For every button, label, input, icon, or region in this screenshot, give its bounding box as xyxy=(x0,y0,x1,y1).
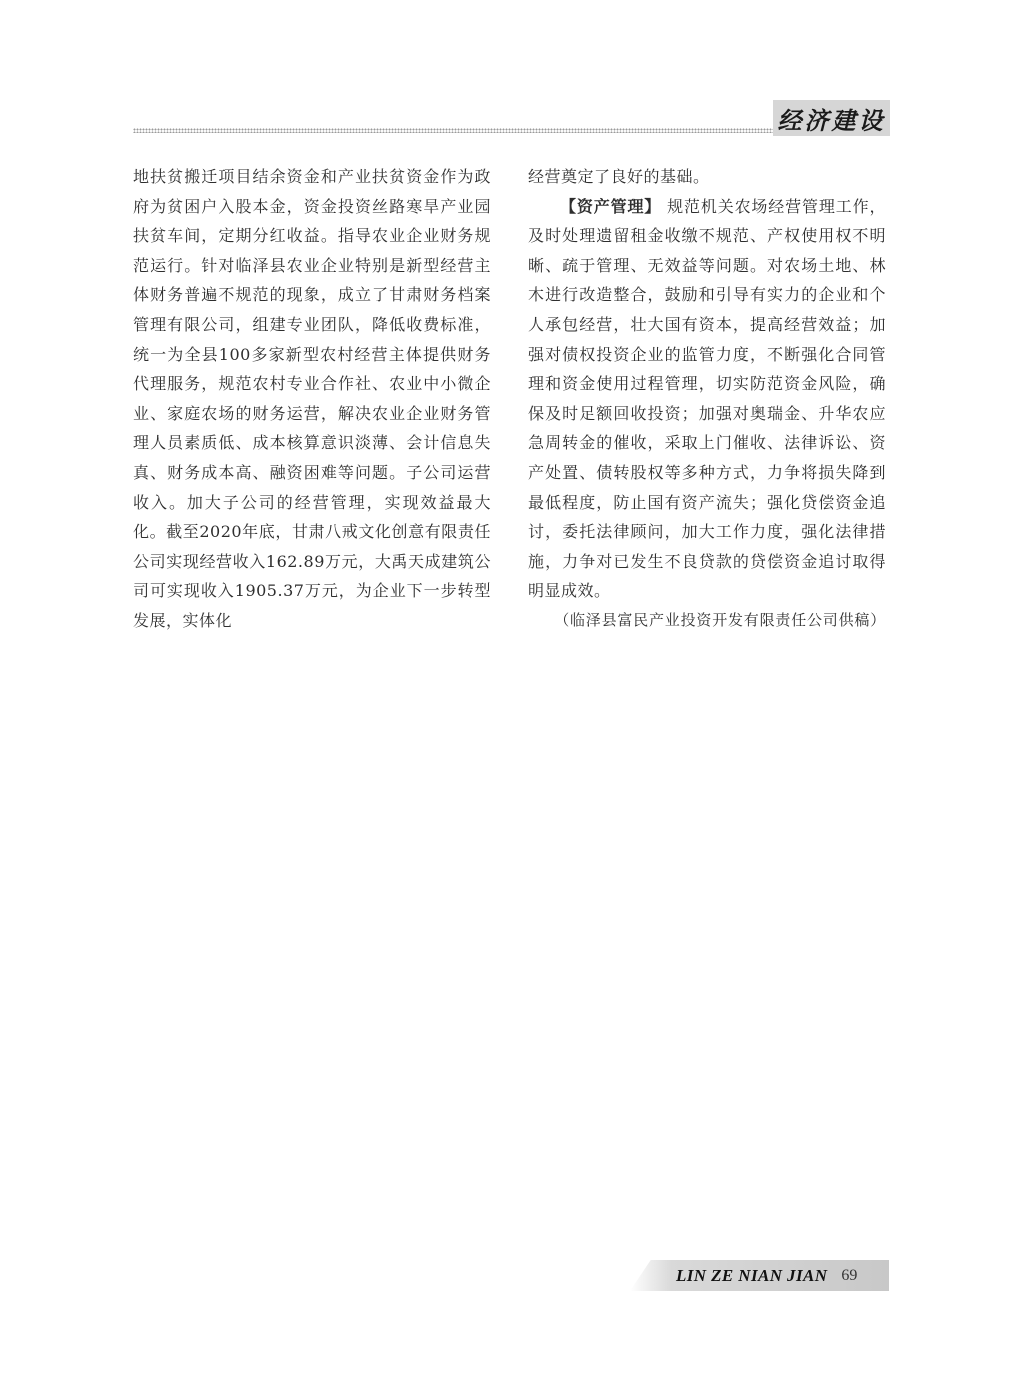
footer xyxy=(676,1265,857,1287)
asset-management-heading: 【资产管理】 xyxy=(560,196,662,216)
header-dotted-rule xyxy=(133,128,773,133)
left-column xyxy=(133,162,491,636)
asset-management-paragraph xyxy=(528,192,886,606)
right-column xyxy=(528,162,886,636)
section-title: 经济建设 xyxy=(777,105,886,135)
left-column-text: 地扶贫搬迁项目结余资金和产业扶贫资金作为政府为贫困户入股本金，资金投资丝路寒旱产业园扶贫车间，定期分红收益。指导农业企业财务规范运行。针对临泽县农业企业特别是新型经营主体财务普遍不规范的现象，成立了甘肃财务档案管理有限公司，组建专业团队，降低收费标准，统一为全县100多家新型农村经营主体提供财务代理服务，规范农村专业合作社、农业中小微企业、家庭农场的财务运营，解决农业企业财务管理人员素质低、成本核算意识淡薄、会计信息失真、财务成本高、融资困难等问题。子公司运营收入。加大子公司的经营管理，实现效益最大化。截至2020年底，甘肃八戒文化创意有限责任公司实现经营收入162.89万元，大禹天成建筑公司可实现收入1905.37万元，为企业下一步转型发展，实体化 xyxy=(133,167,491,630)
asset-management-body: 规范机关农场经营管理工作，及时处理遗留租金收缴不规范、产权使用权不明晰、疏于管理、无效益等问题。对农场土地、林木进行改造整合，鼓励和引导有实力的企业和个人承包经营，壮大国有资本，提高经营效益；加强对债权投资企业的监管力度，不断强化合同管理和资金使用过程管理，切实防范资金风险，确保及时足额回收投资；加强对奥瑞金、升华农应急周转金的催收，采取上门催收、法律诉讼、资产处置、债转股权等多种方式，力争将损失降到最低程度，防止国有资产流失；强化贷偿资金追讨，委托法律顾问，加大工作力度，强化法律措施，力争对已发生不良贷款的贷偿资金追讨取得明显成效。 xyxy=(528,196,886,601)
page-number: 69 xyxy=(841,1267,858,1284)
source-credit: （临泽县富民产业投资开发有限责任公司供稿） xyxy=(554,610,886,629)
continuation-text: 经营奠定了良好的基础。 xyxy=(528,167,710,186)
section-title-tag xyxy=(773,100,890,136)
journal-name: LIN ZE NIAN JIAN xyxy=(676,1266,828,1285)
